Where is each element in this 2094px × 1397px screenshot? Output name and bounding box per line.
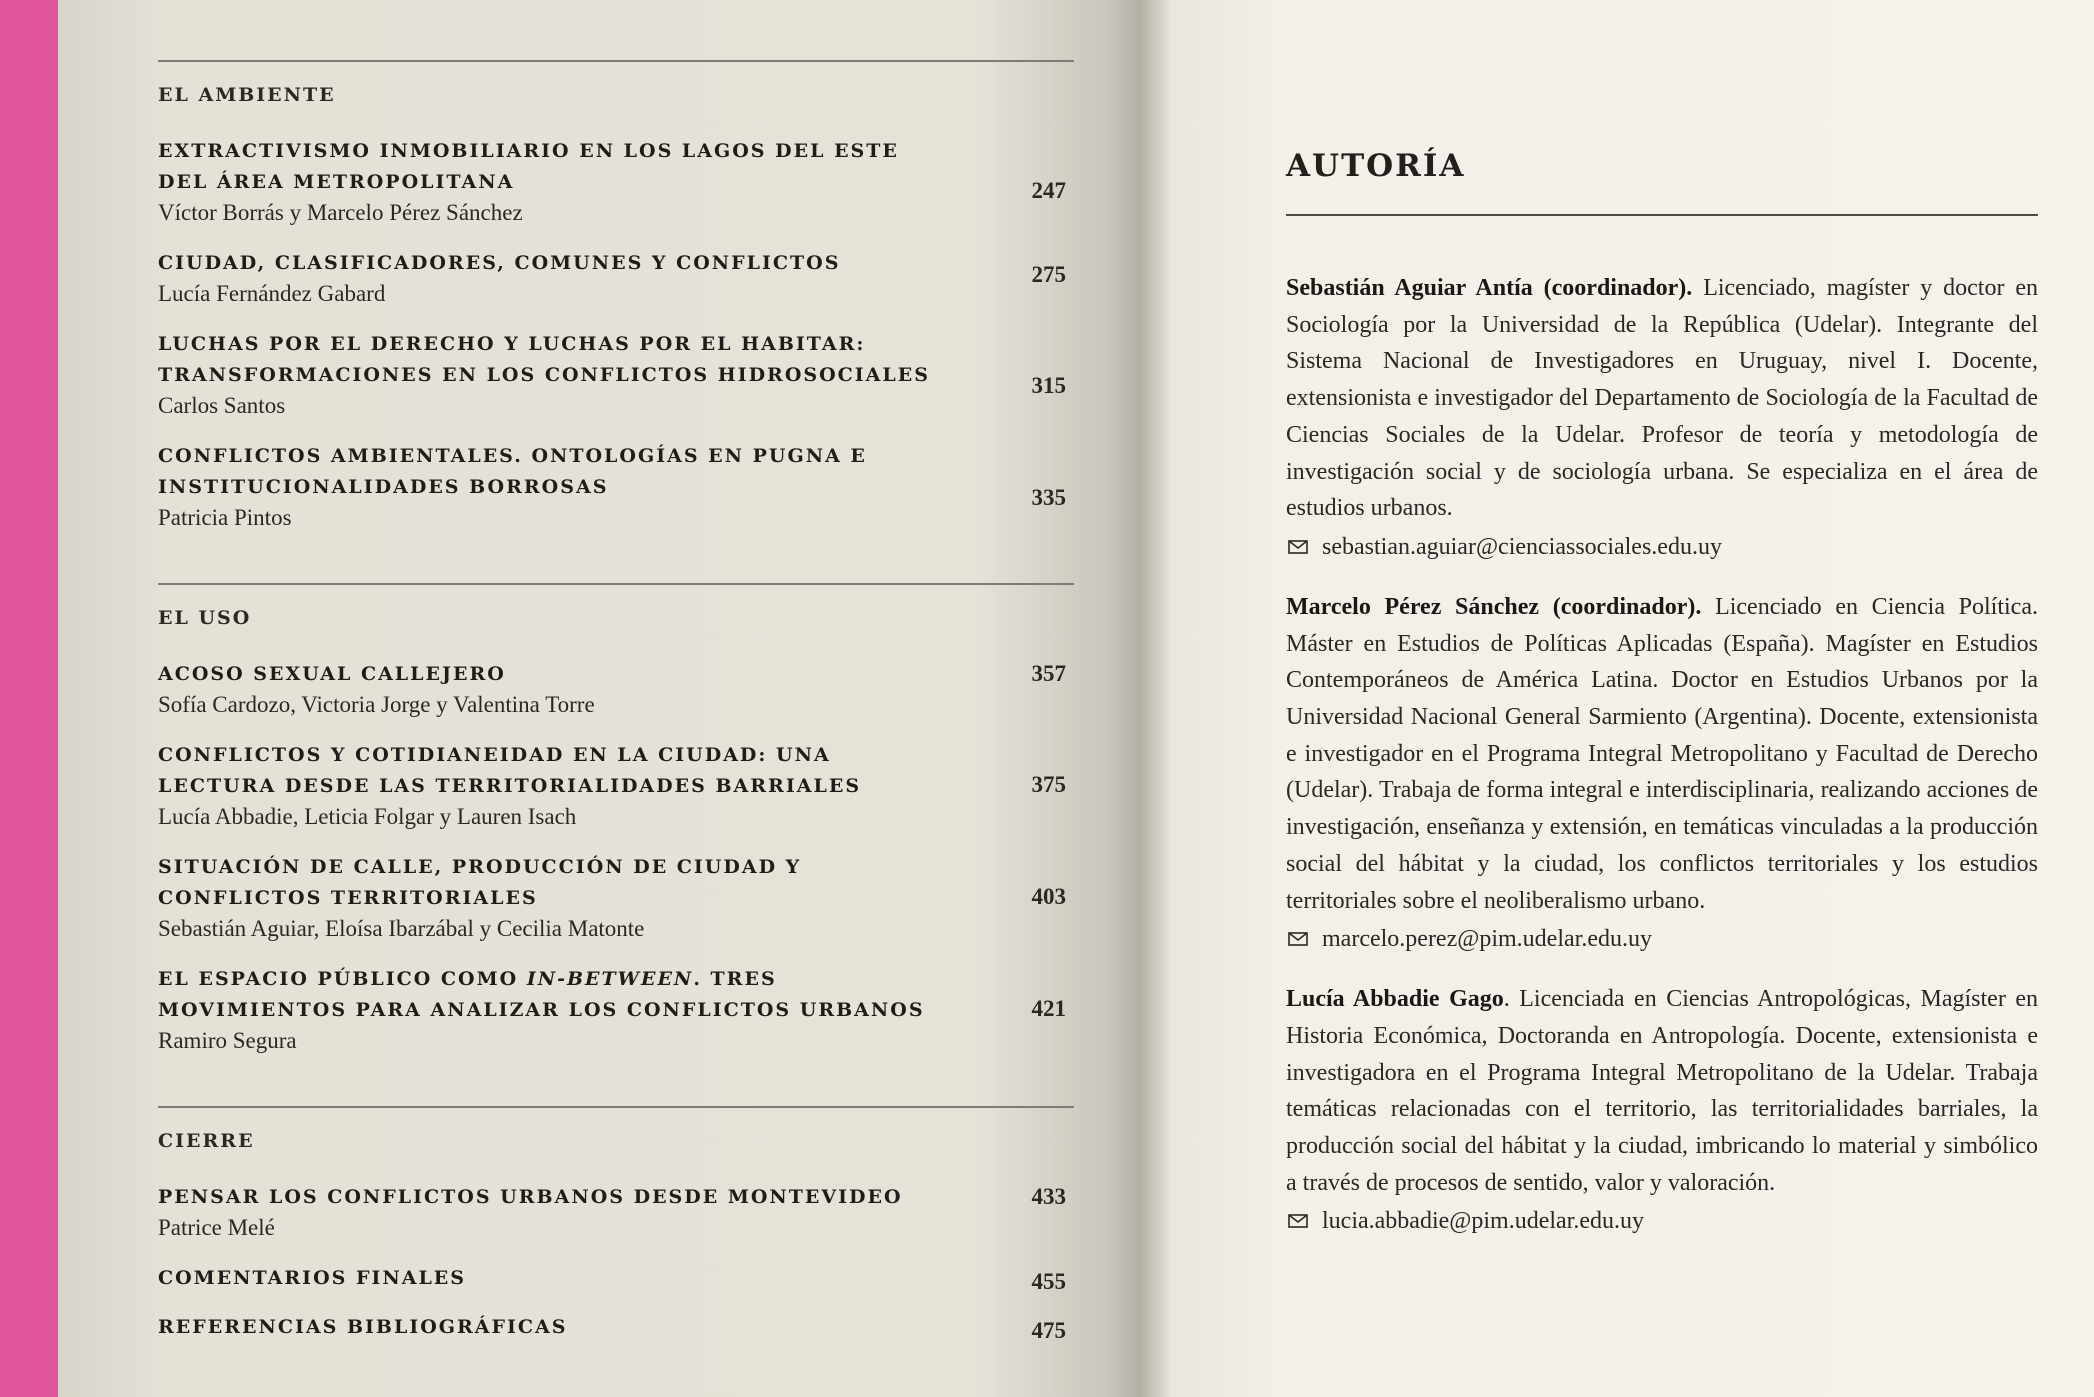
entry-title: ACOSO SEXUAL CALLEJERO xyxy=(158,663,506,685)
toc-entry xyxy=(158,136,1074,228)
entry-authors: Lucía Fernández Gabard xyxy=(158,281,386,306)
toc-entry xyxy=(158,441,1074,533)
toc-section-el-uso xyxy=(158,583,1074,1056)
section-title: CIERRE xyxy=(158,1130,255,1152)
entry-title: COMENTARIOS FINALES xyxy=(158,1267,467,1289)
heading-divider xyxy=(1286,214,2038,216)
entry-page-number: 475 xyxy=(1031,1318,1066,1343)
authorship-heading: AUTORÍA xyxy=(1286,148,1466,184)
entry-authors: Sofía Cardozo, Victoria Jorge y Valentina Torre xyxy=(158,692,595,717)
pink-page-edge xyxy=(0,0,61,1397)
entry-page-number: 275 xyxy=(1031,262,1066,287)
author-email[interactable]: sebastian.aguiar@cienciassociales.edu.uy xyxy=(1322,533,1722,560)
bio-text: Licenciado, magíster y doctor en Sociología por la Universidad de la República (Udelar). Integrante del Sistema Nacional de Investigadores en Uruguay, nivel I. Docente, extensionista e investigador del Departamento de Sociología de la Facultad de Ciencias Sociales de la Udelar. Profesor de teoría y metodología de investigación social y de sociología urbana. Se especializa en el área de estudios urbanos. xyxy=(1286,275,2038,522)
table-of-contents xyxy=(158,60,1074,1363)
toc-entry xyxy=(158,329,1074,421)
book-gutter xyxy=(1138,0,1172,1397)
toc-entry xyxy=(158,964,1074,1056)
entry-page-number: 421 xyxy=(1031,996,1066,1021)
entry-authors: Lucía Abbadie, Leticia Folgar y Lauren Isach xyxy=(158,804,577,829)
entry-page-number: 315 xyxy=(1031,373,1066,398)
entry-title: SITUACIÓN DE CALLE, PRODUCCIÓN DE CIUDAD Y CONFLICTOS TERRITORIALES xyxy=(158,856,802,909)
toc-entry xyxy=(158,1312,1074,1343)
author-name: Marcelo Pérez Sánchez (coordinador). xyxy=(1286,593,1702,620)
entry-page-number: 357 xyxy=(1031,661,1066,686)
section-title: EL AMBIENTE xyxy=(158,84,336,106)
section-title: EL USO xyxy=(158,607,252,629)
entry-title-part: . TRES MOVIMIENTOS PARA ANALIZAR LOS CONFLICTOS URBANOS xyxy=(158,968,925,1021)
entry-title: CONFLICTOS AMBIENTALES. ONTOLOGÍAS EN PUGNA E INSTITUCIONALIDADES BORROSAS xyxy=(158,445,867,498)
entry-title-italic: IN-BETWEEN xyxy=(526,968,694,990)
bio-paragraph xyxy=(1286,270,2038,527)
entry-authors: Patricia Pintos xyxy=(158,505,292,530)
toc-entry xyxy=(158,852,1074,944)
entry-page-number: 247 xyxy=(1031,178,1066,203)
toc-entry xyxy=(158,1182,1074,1243)
entry-title xyxy=(158,964,954,1026)
author-bio xyxy=(1286,981,2038,1239)
entry-page-number: 403 xyxy=(1031,884,1066,909)
author-bio xyxy=(1286,589,2038,957)
section-divider xyxy=(158,1106,1074,1108)
envelope-icon xyxy=(1288,540,1308,554)
entry-title: CIUDAD, CLASIFICADORES, COMUNES Y CONFLICTOS xyxy=(158,252,841,274)
envelope-icon xyxy=(1288,932,1308,946)
entry-page-number: 375 xyxy=(1031,772,1066,797)
toc-entry xyxy=(158,1263,1074,1294)
author-email-line xyxy=(1286,921,2038,957)
entry-title: REFERENCIAS BIBLIOGRÁFICAS xyxy=(158,1316,568,1338)
entry-title: CONFLICTOS Y COTIDIANEIDAD EN LA CIUDAD: UNA LECTURA DESDE LAS TERRITORIALIDADES BARRIALES xyxy=(158,744,862,797)
section-divider xyxy=(158,583,1074,585)
toc-entry xyxy=(158,248,1074,309)
bio-paragraph xyxy=(1286,981,2038,1201)
author-email-line xyxy=(1286,529,2038,565)
toc-entry xyxy=(158,659,1074,720)
author-email[interactable]: marcelo.perez@pim.udelar.edu.uy xyxy=(1322,926,1652,953)
entry-authors: Ramiro Segura xyxy=(158,1028,297,1053)
entry-authors: Patrice Melé xyxy=(158,1215,275,1240)
toc-section-cierre xyxy=(158,1106,1074,1343)
author-email[interactable]: lucia.abbadie@pim.udelar.edu.uy xyxy=(1322,1208,1644,1235)
bio-text: Licenciado en Ciencia Política. Máster en Estudios de Políticas Aplicadas (España). Magíster en Estudios Contemporáneos de América Latina. Doctor en Estudios Urbanos por la Universidad Nacional General Sarmiento (Argentina). Docente, extensionista e investigador en el Programa Integral Metropolitano y Facultad de Derecho (Udelar). Trabaja de forma integral e interdisciplinaria, realizando acciones de investigación, enseñanza y extensión, en temáticas vinculadas a la producción social del hábitat y la ciudad, los conflictos territoriales y los estudios territoriales sobre el neoliberalismo urbano. xyxy=(1286,593,2038,914)
entry-title-part: EL ESPACIO PÚBLICO COMO xyxy=(158,968,527,990)
entry-page-number: 433 xyxy=(1031,1184,1066,1209)
bio-paragraph xyxy=(1286,589,2038,919)
entry-authors: Víctor Borrás y Marcelo Pérez Sánchez xyxy=(158,200,523,225)
entry-page-number: 335 xyxy=(1031,485,1066,510)
author-email-line xyxy=(1286,1203,2038,1239)
authorship-section xyxy=(1286,148,2038,1263)
entry-authors: Carlos Santos xyxy=(158,393,286,418)
envelope-icon xyxy=(1288,1214,1308,1228)
author-bio xyxy=(1286,270,2038,565)
entry-title: EXTRACTIVISMO INMOBILIARIO EN LOS LAGOS DEL ESTE DEL ÁREA METROPOLITANA xyxy=(158,140,899,193)
section-divider xyxy=(158,60,1074,62)
entry-page-number: 455 xyxy=(1031,1269,1066,1294)
author-name: Sebastián Aguiar Antía (coordinador). xyxy=(1286,275,1693,301)
bio-text: . Licenciada en Ciencias Antropológicas, Magíster en Historia Económica, Doctoranda en Antropología. Docente, extensionista e investigadora en el Programa Integral Metropolitano de la Udelar. Trabaja temáticas relacionadas con el territorio, las territorialidades barriales, la producción social del hábitat y la ciudad, imbricando lo material y simbólico a través de procesos de sentido, valor y valoración. xyxy=(1286,986,2038,1196)
entry-authors: Sebastián Aguiar, Eloísa Ibarzábal y Cecilia Matonte xyxy=(158,916,645,941)
toc-section-el-ambiente xyxy=(158,60,1074,533)
entry-title: PENSAR LOS CONFLICTOS URBANOS DESDE MONTEVIDEO xyxy=(158,1186,903,1208)
toc-entry xyxy=(158,740,1074,832)
author-name: Lucía Abbadie Gago xyxy=(1286,986,1504,1013)
entry-title: LUCHAS POR EL DERECHO Y LUCHAS POR EL HABITAR: TRANSFORMACIONES EN LOS CONFLICTOS HIDROSOCIALES xyxy=(158,333,930,386)
